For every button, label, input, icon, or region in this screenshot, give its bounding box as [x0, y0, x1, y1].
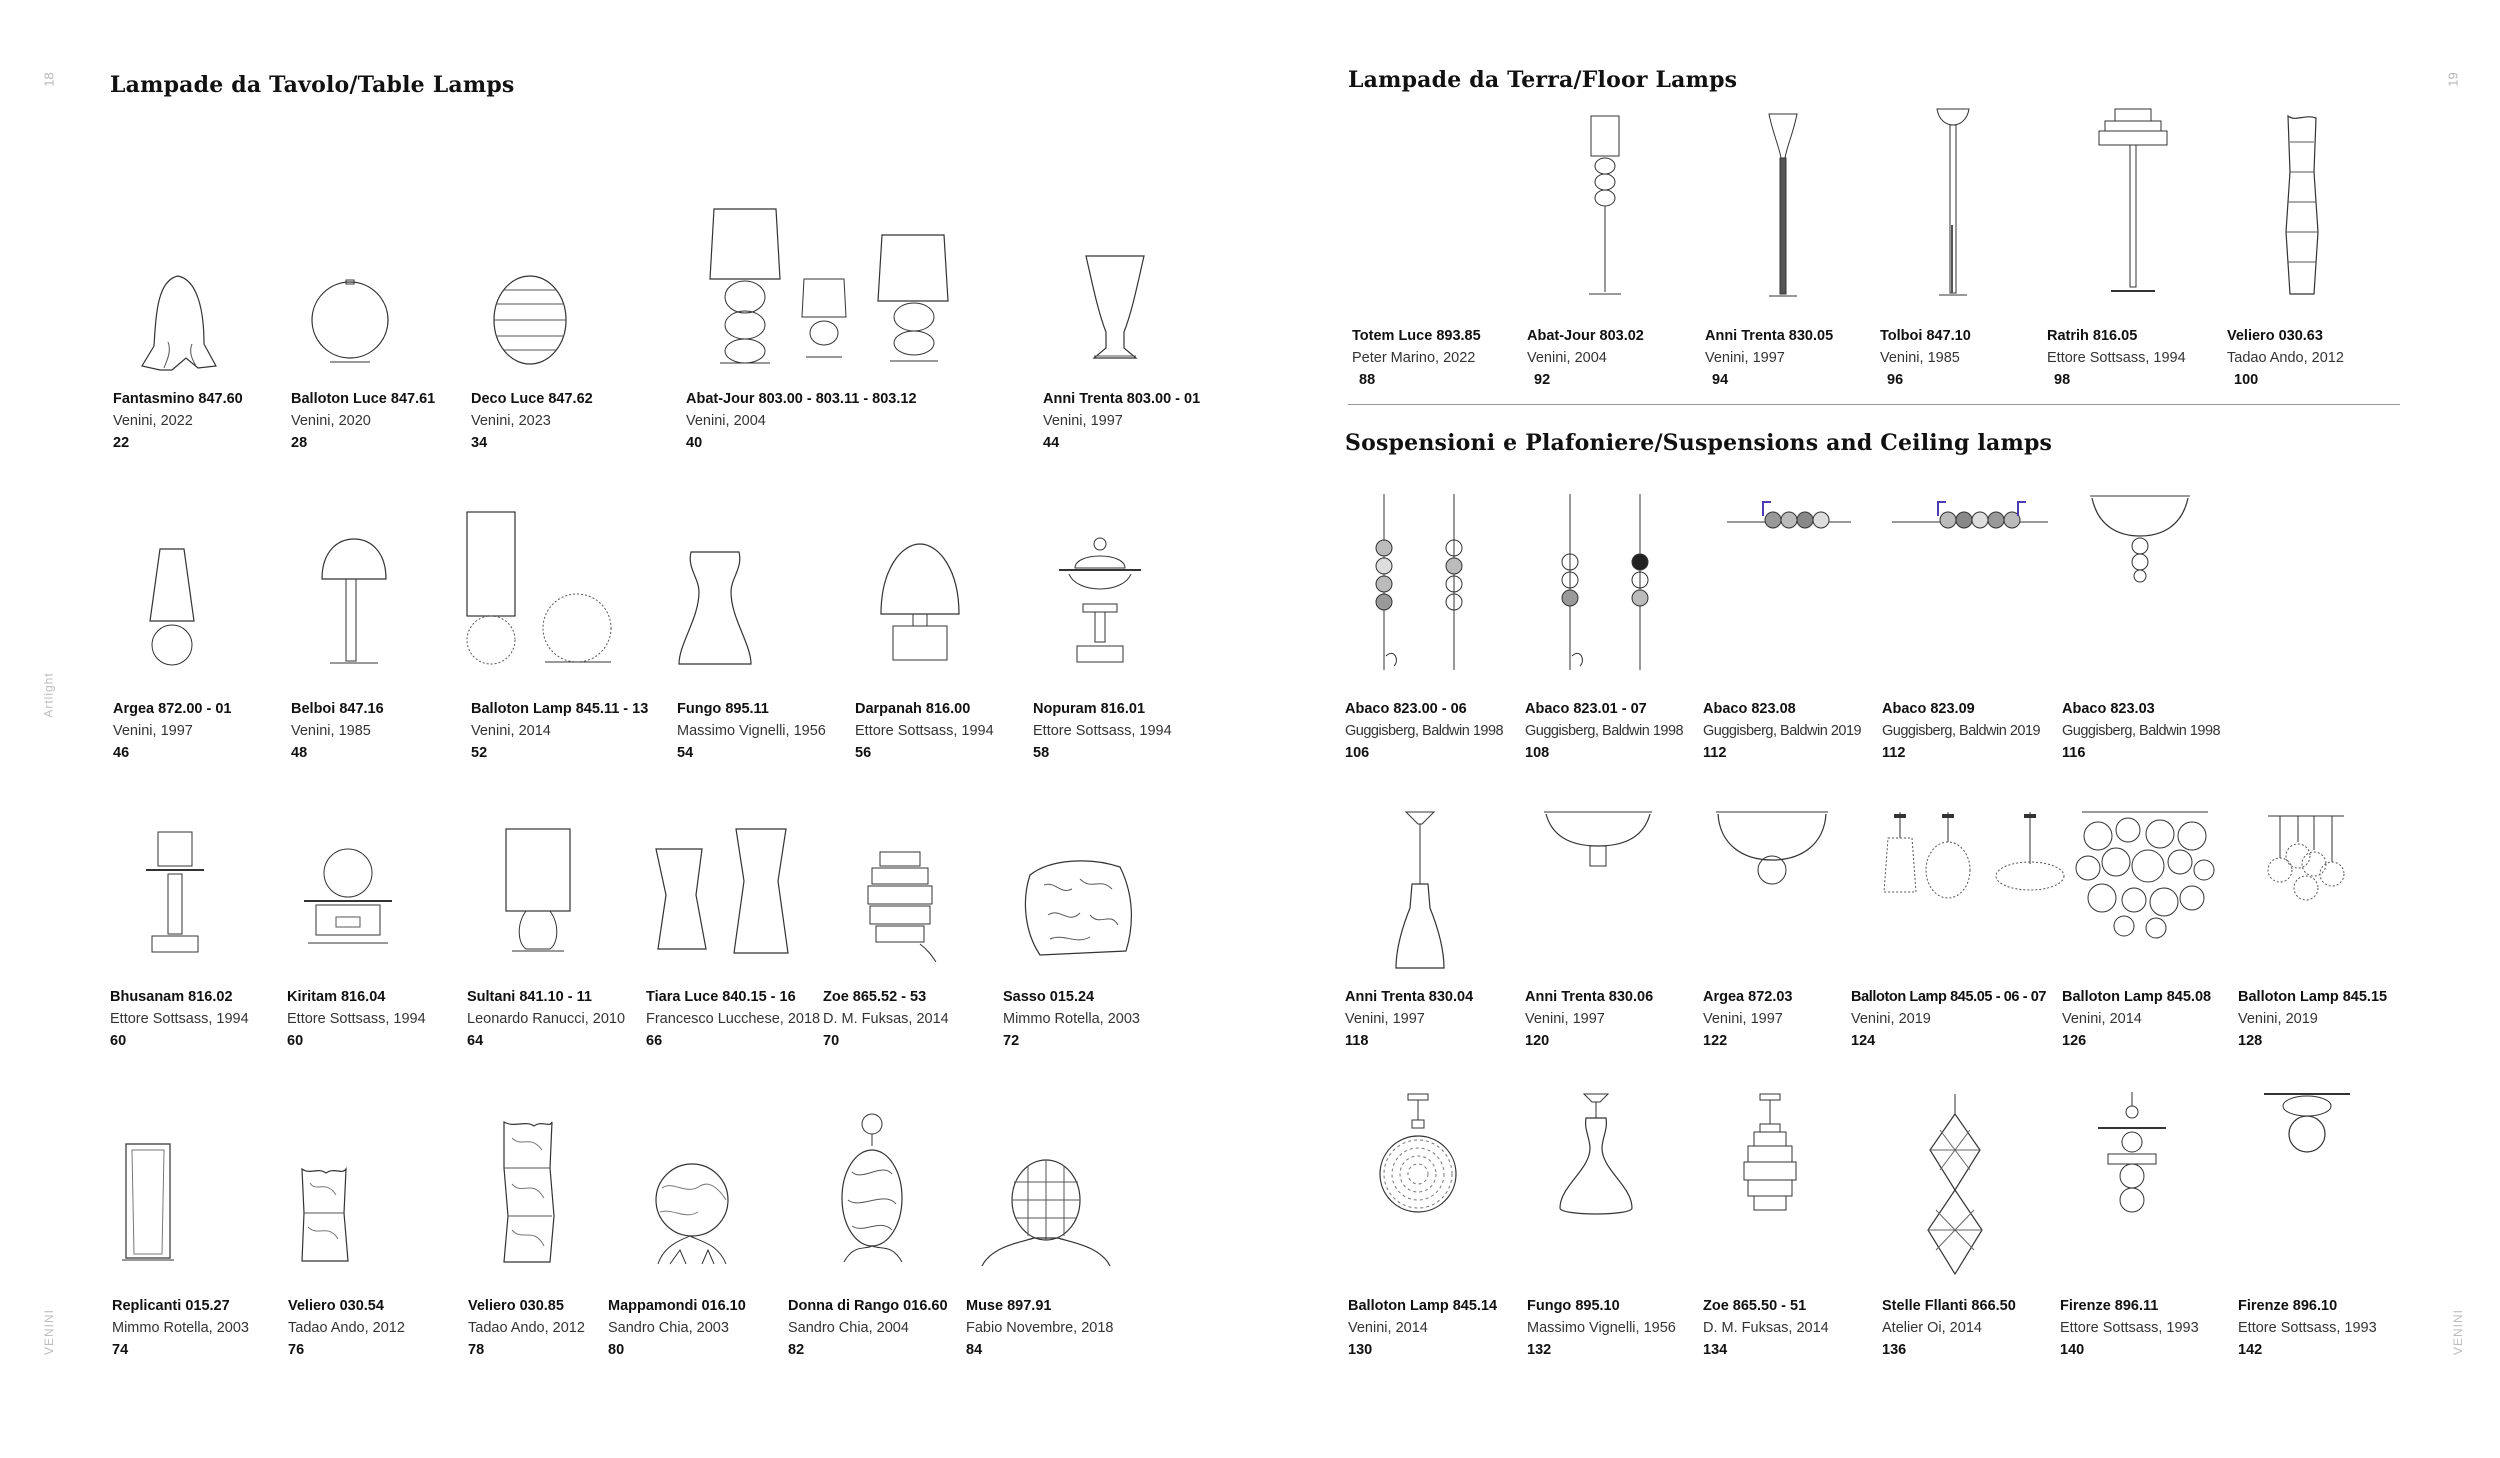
- product-meta: Venini, 1997: [1705, 350, 1785, 366]
- product-page: 118: [1345, 1033, 1369, 1049]
- product-name: Tiara Luce 840.15 - 16: [646, 989, 796, 1005]
- product-page: 48: [291, 745, 308, 761]
- product-name: Balloton Lamp 845.05 - 06 - 07: [1851, 989, 2047, 1005]
- replicanti-lamp-icon: [118, 1138, 178, 1264]
- sasso-lamp-icon: [1020, 855, 1136, 959]
- product-name: Fantasmino 847.60: [113, 391, 243, 407]
- zoe-pendant-icon: [1740, 1090, 1800, 1220]
- product-meta: Venini, 2020: [291, 413, 371, 429]
- product-name: Darpanah 816.00: [855, 701, 971, 717]
- side-label-brand-left: VENINI: [42, 1308, 57, 1356]
- product-stelle-fllanti[interactable]: [1882, 1295, 2072, 1361]
- product-ratrih[interactable]: [2047, 325, 2237, 391]
- product-mappamondi[interactable]: [608, 1295, 798, 1361]
- product-name: Tolboi 847.10: [1880, 328, 1971, 344]
- product-meta: Ettore Sottsass, 1993: [2060, 1320, 2199, 1336]
- product-balloton-845-14[interactable]: [1348, 1295, 1538, 1361]
- product-tiara-luce[interactable]: [646, 986, 836, 1052]
- product-page: 60: [287, 1033, 304, 1049]
- product-name: Totem Luce 893.85: [1352, 328, 1481, 344]
- product-page: 34: [471, 435, 488, 451]
- product-page: 122: [1703, 1033, 1728, 1049]
- product-page: 96: [1887, 372, 1904, 388]
- tolboi-floor-icon: [1933, 105, 1973, 299]
- product-meta: Massimo Vignelli, 1956: [677, 723, 826, 739]
- product-meta: Massimo Vignelli, 1956: [1527, 1320, 1676, 1336]
- product-darpanah[interactable]: [855, 698, 1045, 764]
- product-page: 52: [471, 745, 488, 761]
- product-name: Firenze 896.11: [2060, 1298, 2159, 1314]
- product-meta: Tadao Ando, 2012: [288, 1320, 405, 1336]
- product-meta: Venini, 2019: [1851, 1011, 1931, 1027]
- product-page: 108: [1525, 745, 1550, 761]
- product-meta: Guggisberg, Baldwin 2019: [1882, 723, 2041, 739]
- product-name: Mappamondi 016.10: [608, 1298, 746, 1314]
- product-balloton-845-15[interactable]: [2238, 986, 2428, 1052]
- product-page: 132: [1527, 1342, 1552, 1358]
- product-meta: Venini, 2023: [471, 413, 551, 429]
- product-page: 56: [855, 745, 872, 761]
- product-meta: Guggisberg, Baldwin 2019: [1703, 723, 1862, 739]
- product-muse[interactable]: [966, 1295, 1156, 1361]
- product-page: 46: [113, 745, 130, 761]
- product-firenze-896-11[interactable]: [2060, 1295, 2250, 1361]
- product-name: Abaco 823.03: [2062, 701, 2155, 717]
- section-heading-floor-lamps: Lampade da Terra/Floor Lamps: [1348, 67, 1738, 93]
- bhusanam-lamp-icon: [142, 828, 208, 958]
- product-name: Balloton Lamp 845.15: [2238, 989, 2388, 1005]
- product-name: Sultani 841.10 - 11: [467, 989, 592, 1005]
- product-meta: Sandro Chia, 2004: [788, 1320, 909, 1336]
- product-anni-trenta-floor[interactable]: [1705, 325, 1895, 391]
- product-name: Balloton Luce 847.61: [291, 391, 436, 407]
- product-balloton-lamp-table[interactable]: [471, 698, 661, 764]
- product-meta: Venini, 2004: [1527, 350, 1607, 366]
- tiara-pair-icon: [652, 825, 792, 957]
- product-meta: Fabio Novembre, 2018: [966, 1320, 1114, 1336]
- product-anni-trenta-830-04[interactable]: [1345, 986, 1535, 1052]
- product-nopuram[interactable]: [1033, 698, 1223, 764]
- product-tolboi[interactable]: [1880, 325, 2070, 391]
- product-page: 40: [686, 435, 703, 451]
- product-meta: Tadao Ando, 2012: [2227, 350, 2344, 366]
- product-page: 142: [2238, 1342, 2263, 1358]
- product-name: Balloton Lamp 845.08: [2062, 989, 2212, 1005]
- totem-floor-icon: [1585, 112, 1625, 298]
- product-name: Balloton Lamp 845.11 - 13: [471, 701, 649, 717]
- vase-lamp-icon: [1080, 252, 1150, 364]
- product-name: Sasso 015.24: [1003, 989, 1095, 1005]
- product-fungo-pendant[interactable]: [1527, 1295, 1717, 1361]
- zoe-lamp-icon: [862, 848, 938, 966]
- product-name: Stelle Fllanti 866.50: [1882, 1298, 2016, 1314]
- product-anni-trenta-830-06[interactable]: [1525, 986, 1715, 1052]
- product-meta: Ettore Sottsass, 1994: [110, 1011, 249, 1027]
- product-name: Abat-Jour 803.02: [1527, 328, 1644, 344]
- product-name: Anni Trenta 830.06: [1525, 989, 1654, 1005]
- product-zoe-pendant[interactable]: [1703, 1295, 1893, 1361]
- argea-ceiling-icon: [1712, 808, 1832, 888]
- muse-head-icon: [978, 1158, 1114, 1270]
- product-meta: Venini, 2014: [1348, 1320, 1428, 1336]
- product-name: Zoe 865.50 - 51: [1703, 1298, 1807, 1314]
- section-heading-suspensions: Sospensioni e Plafoniere/Suspensions and Ceiling lamps: [1345, 430, 2053, 456]
- product-meta: Venini, 1997: [113, 723, 193, 739]
- product-page: 100: [2234, 372, 2259, 388]
- product-page: 70: [823, 1033, 840, 1049]
- product-meta: Guggisberg, Baldwin 1998: [1345, 723, 1504, 739]
- anni-pendant-icon: [1392, 808, 1448, 972]
- product-name: Veliero 030.54: [288, 1298, 384, 1314]
- product-abaco-823-09[interactable]: [1882, 698, 2072, 764]
- product-name: Donna di Rango 016.60: [788, 1298, 948, 1314]
- product-name: Fungo 895.11: [677, 701, 769, 717]
- mappamondi-lamp-icon: [640, 1160, 744, 1270]
- donna-lamp-icon: [830, 1112, 914, 1270]
- product-name: Abaco 823.08: [1703, 701, 1796, 717]
- banded-lamp-icon: [490, 272, 570, 372]
- veliero-tall-icon: [498, 1118, 558, 1266]
- product-name: Fungo 895.10: [1527, 1298, 1620, 1314]
- product-page: 76: [288, 1342, 305, 1358]
- product-firenze-896-10[interactable]: [2238, 1295, 2428, 1361]
- product-meta: D. M. Fuksas, 2014: [1703, 1320, 1829, 1336]
- product-meta: D. M. Fuksas, 2014: [823, 1011, 949, 1027]
- product-page: 134: [1703, 1342, 1728, 1358]
- product-meta: Venini, 1997: [1345, 1011, 1425, 1027]
- product-page: 28: [291, 435, 308, 451]
- product-page: 54: [677, 745, 694, 761]
- product-name: Balloton Lamp 845.14: [1348, 1298, 1498, 1314]
- product-name: Belboi 847.16: [291, 701, 384, 717]
- product-meta: Venini, 1985: [1880, 350, 1960, 366]
- side-label-brand-right: VENINI: [2451, 1308, 2466, 1356]
- dome-lamp-icon: [875, 540, 965, 664]
- left-page-number: 18: [41, 72, 57, 87]
- balloton-sphere-pendant-icon: [1378, 1090, 1458, 1220]
- product-belboi[interactable]: [291, 698, 481, 764]
- product-fantasmino[interactable]: [113, 388, 303, 454]
- product-name: Nopuram 816.01: [1033, 701, 1146, 717]
- product-meta: Tadao Ando, 2012: [468, 1320, 585, 1336]
- product-name: Bhusanam 816.02: [110, 989, 233, 1005]
- mushroom-lamp-icon: [316, 535, 392, 667]
- product-page: 98: [2054, 372, 2071, 388]
- product-abat-jour-floor[interactable]: [1527, 325, 1717, 391]
- product-name: Replicanti 015.27: [112, 1298, 230, 1314]
- balloton-pair-icon: [465, 510, 615, 666]
- balloton-cluster-icon: [2266, 812, 2346, 908]
- product-meta: Ettore Sottsass, 1994: [855, 723, 994, 739]
- fungo-lamp-icon: [675, 548, 755, 666]
- product-meta: Venini, 2014: [2062, 1011, 2142, 1027]
- product-page: 140: [2060, 1342, 2085, 1358]
- product-page: 136: [1882, 1342, 1907, 1358]
- product-name: Firenze 896.10: [2238, 1298, 2338, 1314]
- product-meta: Venini, 2019: [2238, 1011, 2318, 1027]
- abaco-horizontal-icon: [1725, 498, 1853, 538]
- product-page: 106: [1345, 745, 1370, 761]
- product-page: 124: [1851, 1033, 1876, 1049]
- product-abat-jour[interactable]: [686, 388, 917, 454]
- kiritam-lamp-icon: [302, 845, 394, 957]
- product-veliero-floor[interactable]: [2227, 325, 2417, 391]
- product-meta: Venini, 2014: [471, 723, 551, 739]
- section-divider: [1348, 404, 2400, 405]
- product-name: Argea 872.00 - 01: [113, 701, 232, 717]
- stelle-pendant-icon: [1920, 1090, 1990, 1280]
- product-meta: Peter Marino, 2022: [1352, 350, 1476, 366]
- product-page: 58: [1033, 745, 1050, 761]
- abaco-vertical-icon: [1372, 490, 1472, 676]
- product-page: 116: [2062, 745, 2086, 761]
- product-fungo-table[interactable]: [677, 698, 867, 764]
- product-meta: Mimmo Rotella, 2003: [112, 1320, 249, 1336]
- product-page: 66: [646, 1033, 663, 1049]
- product-meta: Sandro Chia, 2003: [608, 1320, 729, 1336]
- product-page: 88: [1359, 372, 1376, 388]
- product-page: 120: [1525, 1033, 1550, 1049]
- product-page: 130: [1348, 1342, 1373, 1358]
- product-page: 60: [110, 1033, 127, 1049]
- product-meta: Mimmo Rotella, 2003: [1003, 1011, 1140, 1027]
- product-name: Veliero 030.63: [2227, 328, 2323, 344]
- product-name: Abaco 823.00 - 06: [1345, 701, 1467, 717]
- product-page: 94: [1712, 372, 1729, 388]
- product-replicanti[interactable]: [112, 1295, 302, 1361]
- product-abaco-823-00[interactable]: [1345, 698, 1535, 764]
- abaco-horizontal-2-icon: [1890, 498, 2050, 538]
- product-meta: Venini, 1997: [1703, 1011, 1783, 1027]
- product-page: 92: [1534, 372, 1551, 388]
- product-meta: Atelier Oi, 2014: [1882, 1320, 1982, 1336]
- product-sultani[interactable]: [467, 986, 657, 1052]
- anni-floor-icon: [1765, 110, 1801, 300]
- veliero-short-icon: [296, 1165, 352, 1265]
- product-deco-luce[interactable]: [471, 388, 661, 454]
- product-meta: Guggisberg, Baldwin 1998: [2062, 723, 2221, 739]
- product-meta: Ettore Sottsass, 1993: [2238, 1320, 2377, 1336]
- product-page: 72: [1003, 1033, 1020, 1049]
- product-meta: Guggisberg, Baldwin 1998: [1525, 723, 1684, 739]
- abat-jour-set-icon: [710, 205, 960, 365]
- product-page: 128: [2238, 1033, 2263, 1049]
- product-meta: Venini, 2022: [113, 413, 193, 429]
- anni-ceiling-icon: [1540, 808, 1656, 878]
- product-meta: Francesco Lucchese, 2018: [646, 1011, 821, 1027]
- fungo-pendant-icon: [1556, 1090, 1636, 1220]
- product-name: Zoe 865.52 - 53: [823, 989, 927, 1005]
- product-balloton-845-08[interactable]: [2062, 986, 2252, 1052]
- product-page: 74: [112, 1342, 129, 1358]
- product-page: 78: [468, 1342, 485, 1358]
- product-name: Veliero 030.85: [468, 1298, 564, 1314]
- product-name: Anni Trenta 803.00 - 01: [1043, 391, 1201, 407]
- product-page: 64: [467, 1033, 484, 1049]
- product-meta: Venini, 1997: [1043, 413, 1123, 429]
- product-abaco-823-01[interactable]: [1525, 698, 1715, 764]
- product-bhusanam[interactable]: [110, 986, 300, 1052]
- abaco-vertical-2-icon: [1558, 490, 1658, 676]
- product-page: 80: [608, 1342, 625, 1358]
- product-name: Anni Trenta 830.04: [1345, 989, 1474, 1005]
- product-page: 22: [113, 435, 130, 451]
- product-abaco-823-03[interactable]: [2062, 698, 2252, 764]
- section-heading-table-lamps: Lampade da Tavolo/Table Lamps: [110, 72, 515, 98]
- product-veliero-054[interactable]: [288, 1295, 478, 1361]
- product-page: 112: [1703, 745, 1727, 761]
- product-balloton-luce[interactable]: [291, 388, 481, 454]
- product-argea[interactable]: [113, 698, 303, 764]
- sultani-lamp-icon: [500, 825, 576, 955]
- product-meta: Venini, 1997: [1525, 1011, 1605, 1027]
- nopuram-lamp-icon: [1057, 530, 1143, 666]
- abaco-ceiling-icon: [2088, 492, 2192, 584]
- product-zoe-table[interactable]: [823, 986, 1013, 1052]
- product-name: Muse 897.91: [966, 1298, 1052, 1314]
- product-name: Anni Trenta 830.05: [1705, 328, 1834, 344]
- side-label-artlight: Artlight: [41, 672, 56, 718]
- product-name: Argea 872.03: [1703, 989, 1793, 1005]
- balloton-chandelier-icon: [2072, 806, 2218, 938]
- argea-lamp-icon: [142, 545, 202, 667]
- product-abaco-823-08[interactable]: [1703, 698, 1893, 764]
- balloton-pendants-icon: [1880, 808, 2076, 904]
- product-name: Deco Luce 847.62: [471, 391, 593, 407]
- product-totem-luce[interactable]: [1352, 325, 1542, 391]
- product-name: Abaco 823.01 - 07: [1525, 701, 1647, 717]
- product-meta: Venini, 2004: [686, 413, 766, 429]
- product-name: Kiritam 816.04: [287, 989, 386, 1005]
- ratrih-floor-icon: [2097, 105, 2169, 297]
- product-kiritam[interactable]: [287, 986, 477, 1052]
- product-sasso[interactable]: [1003, 986, 1193, 1052]
- firenze-ceiling-icon: [2262, 1090, 2352, 1168]
- right-page-number: 19: [2445, 72, 2461, 87]
- product-meta: Ettore Sottsass, 1994: [287, 1011, 426, 1027]
- product-page: 44: [1043, 435, 1060, 451]
- product-page: 112: [1882, 745, 1906, 761]
- product-meta: Venini, 1985: [291, 723, 371, 739]
- product-anni-trenta-table[interactable]: [1043, 388, 1233, 454]
- product-name: Abaco 823.09: [1882, 701, 1975, 717]
- product-meta: Leonardo Ranucci, 2010: [467, 1011, 626, 1027]
- draped-lamp-icon: [138, 272, 218, 372]
- firenze-stack-icon: [2094, 1088, 2170, 1218]
- product-page: 84: [966, 1342, 983, 1358]
- product-name: Abat-Jour 803.00 - 803.11 - 803.12: [686, 391, 917, 407]
- product-meta: Ettore Sottsass, 1994: [1033, 723, 1172, 739]
- product-page: 82: [788, 1342, 805, 1358]
- product-page: 126: [2062, 1033, 2087, 1049]
- product-name: Ratrih 816.05: [2047, 328, 2138, 344]
- sphere-lamp-icon: [310, 272, 390, 372]
- product-balloton-845-05[interactable]: [1851, 986, 2047, 1052]
- product-donna-di-rango[interactable]: [788, 1295, 978, 1361]
- veliero-floor-icon: [2282, 112, 2322, 298]
- product-meta: Ettore Sottsass, 1994: [2047, 350, 2186, 366]
